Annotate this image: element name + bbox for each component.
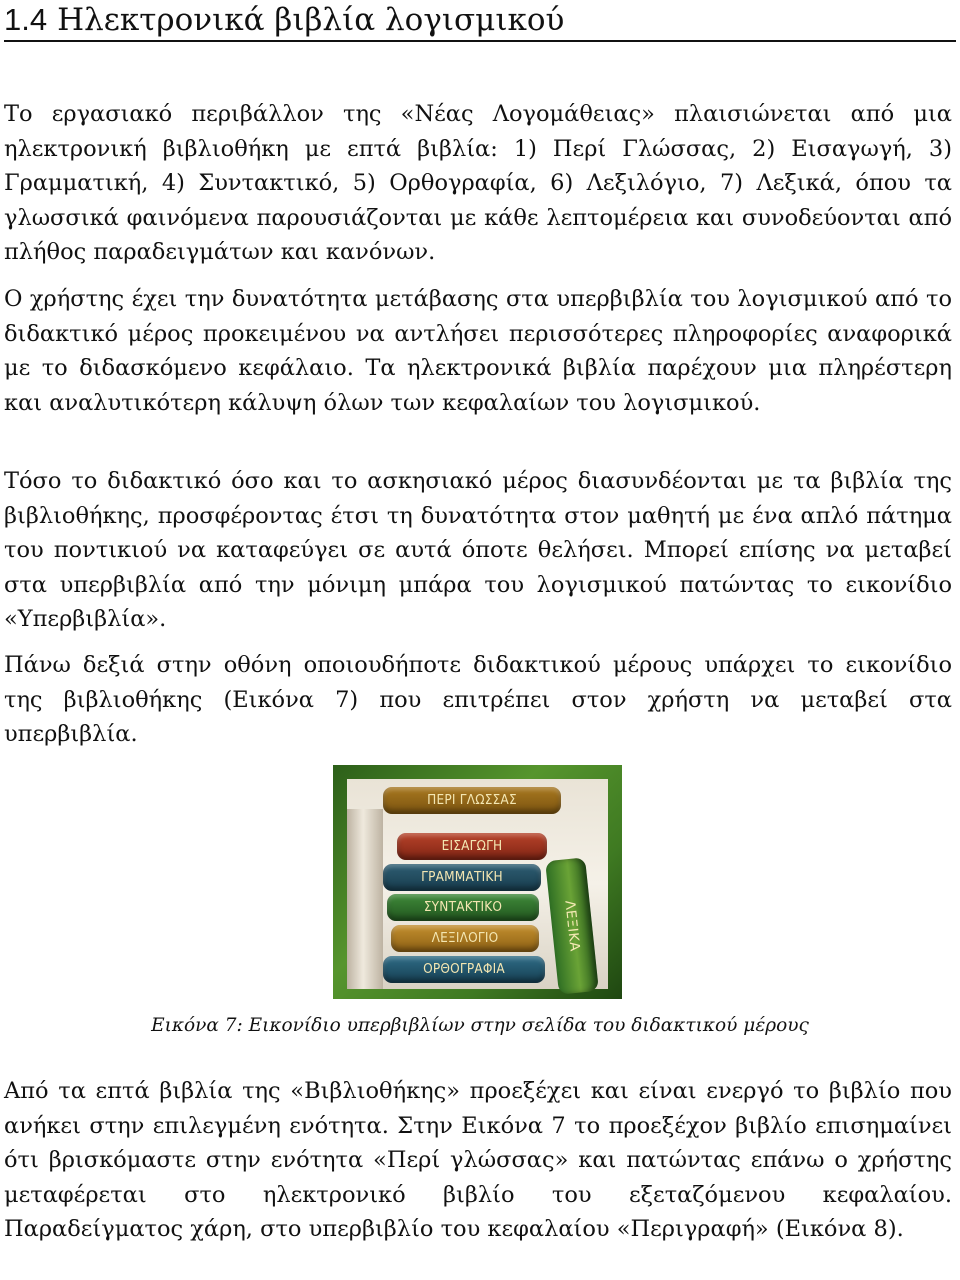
paragraph-hyperbooks-access: Ο χρήστης έχει την δυνατότητα μετάβασης στα υπερβιβλία του λογισμικού από το διδακτικό μέρος προκειμένου να αντλήσει περισσότερες πληροφορίες αναφορικά με το διδασκόμενο κεφάλαιο. Τα ηλεκτρονικά βιβλία παρέχουν μια πληρέστερη και αναλυτικότερη κάλυψη όλων των κεφαλαίων του λογισμικού. (4, 286, 952, 416)
book-eisagogi: ΕΙΣΑΓΩΓΗ (397, 833, 547, 860)
book-peri-glossas: ΠΕΡΙ ΓΛΩΣΣΑΣ (383, 787, 561, 814)
book-syntaktiko: ΣΥΝΤΑΚΤΙΚΟ (387, 894, 539, 921)
paragraph-linking: Τόσο το διδακτικό όσο και το ασκησιακό μέρος διασυνδέονται με τα βιβλία της βιβλιοθήκης, προσφέροντας έτσι τη δυνατότητα στον μαθητή με ένα απλό πάτημα του ποντικιού να καταφεύγει σε αυτά όποτε θελήσει. Μπορεί επίσης να μεταβεί στα υπερβιβλία από την μόνιμη μπάρα του λογισμικού πατώντας το εικονίδιο «Υπερβιβλία». (4, 468, 952, 632)
book-lexika (545, 857, 599, 994)
paragraph-library-icon: Πάνω δεξιά στην οθόνη οποιουδήποτε διδακτικού μέρους υπάρχει το εικονίδιο της βιβλιοθήκης (Εικόνα 7) που επιτρέπει στον χρήστη να μεταβεί στα υπερβιβλία. (4, 652, 952, 747)
paragraph-library-intro: Το εργασιακό περιβάλλον της «Νέας Λογομάθειας» πλαισιώνεται από μια ηλεκτρονική βιβλιοθήκη με επτά βιβλία: 1) Περί Γλώσσας, 2) Εισαγωγή, 3) Γραμματική, 4) Συντακτικό, 5) Ορθογραφία, 6) Λεξιλόγιο, 7) Λεξικά, όπου τα γλωσσικά φαινόμενα παρουσιάζονται με κάθε λεπτομέρεια και συνοδεύονται από πλήθος παραδειγμάτων και κανόνων. (4, 101, 952, 265)
figure-caption: Εικόνα 7: Εικονίδιο υπερβιβλίων στην σελίδα του διδακτικού μέρους (151, 1015, 809, 1036)
bookshelf-background (347, 779, 608, 989)
book-lexika-label: ΛΕΞΙΚΑ (561, 899, 583, 953)
paragraph-active-book: Από τα επτά βιβλία της «Βιβλιοθήκης» προεξέχει και είναι ενεργό το βιβλίο που ανήκει στην επιλεγμένη ενότητα. Στην Εικόνα 7 το προεξέχον βιβλίο επισημαίνει ότι βρισκόμαστε στην ενότητα «Περί γλώσσας» και πατώντας επάνω ο χρήστης μεταφέρεται στο ηλεκτρονικό βιβλίο του εξεταζόμενου κεφαλαίου. Παραδείγματος χάρη, στο υπερβιβλίο του κεφαλαίου «Περιγραφή» (Εικόνα 8). (4, 1078, 952, 1242)
book-orthografia: ΟΡΘΟΓΡΑΦΙΑ (383, 956, 545, 983)
section-number: 1.4 (4, 2, 48, 37)
book-grammatiki: ΓΡΑΜΜΑΤΙΚΗ (383, 864, 541, 891)
greek-column-decoration (347, 809, 383, 989)
section-title: Ηλεκτρονικά βιβλία λογισμικού (57, 2, 565, 38)
library-icon-figure (333, 765, 622, 999)
section-heading (4, 0, 956, 42)
book-lexilogio: ΛΕΞΙΛΟΓΙΟ (391, 925, 539, 952)
